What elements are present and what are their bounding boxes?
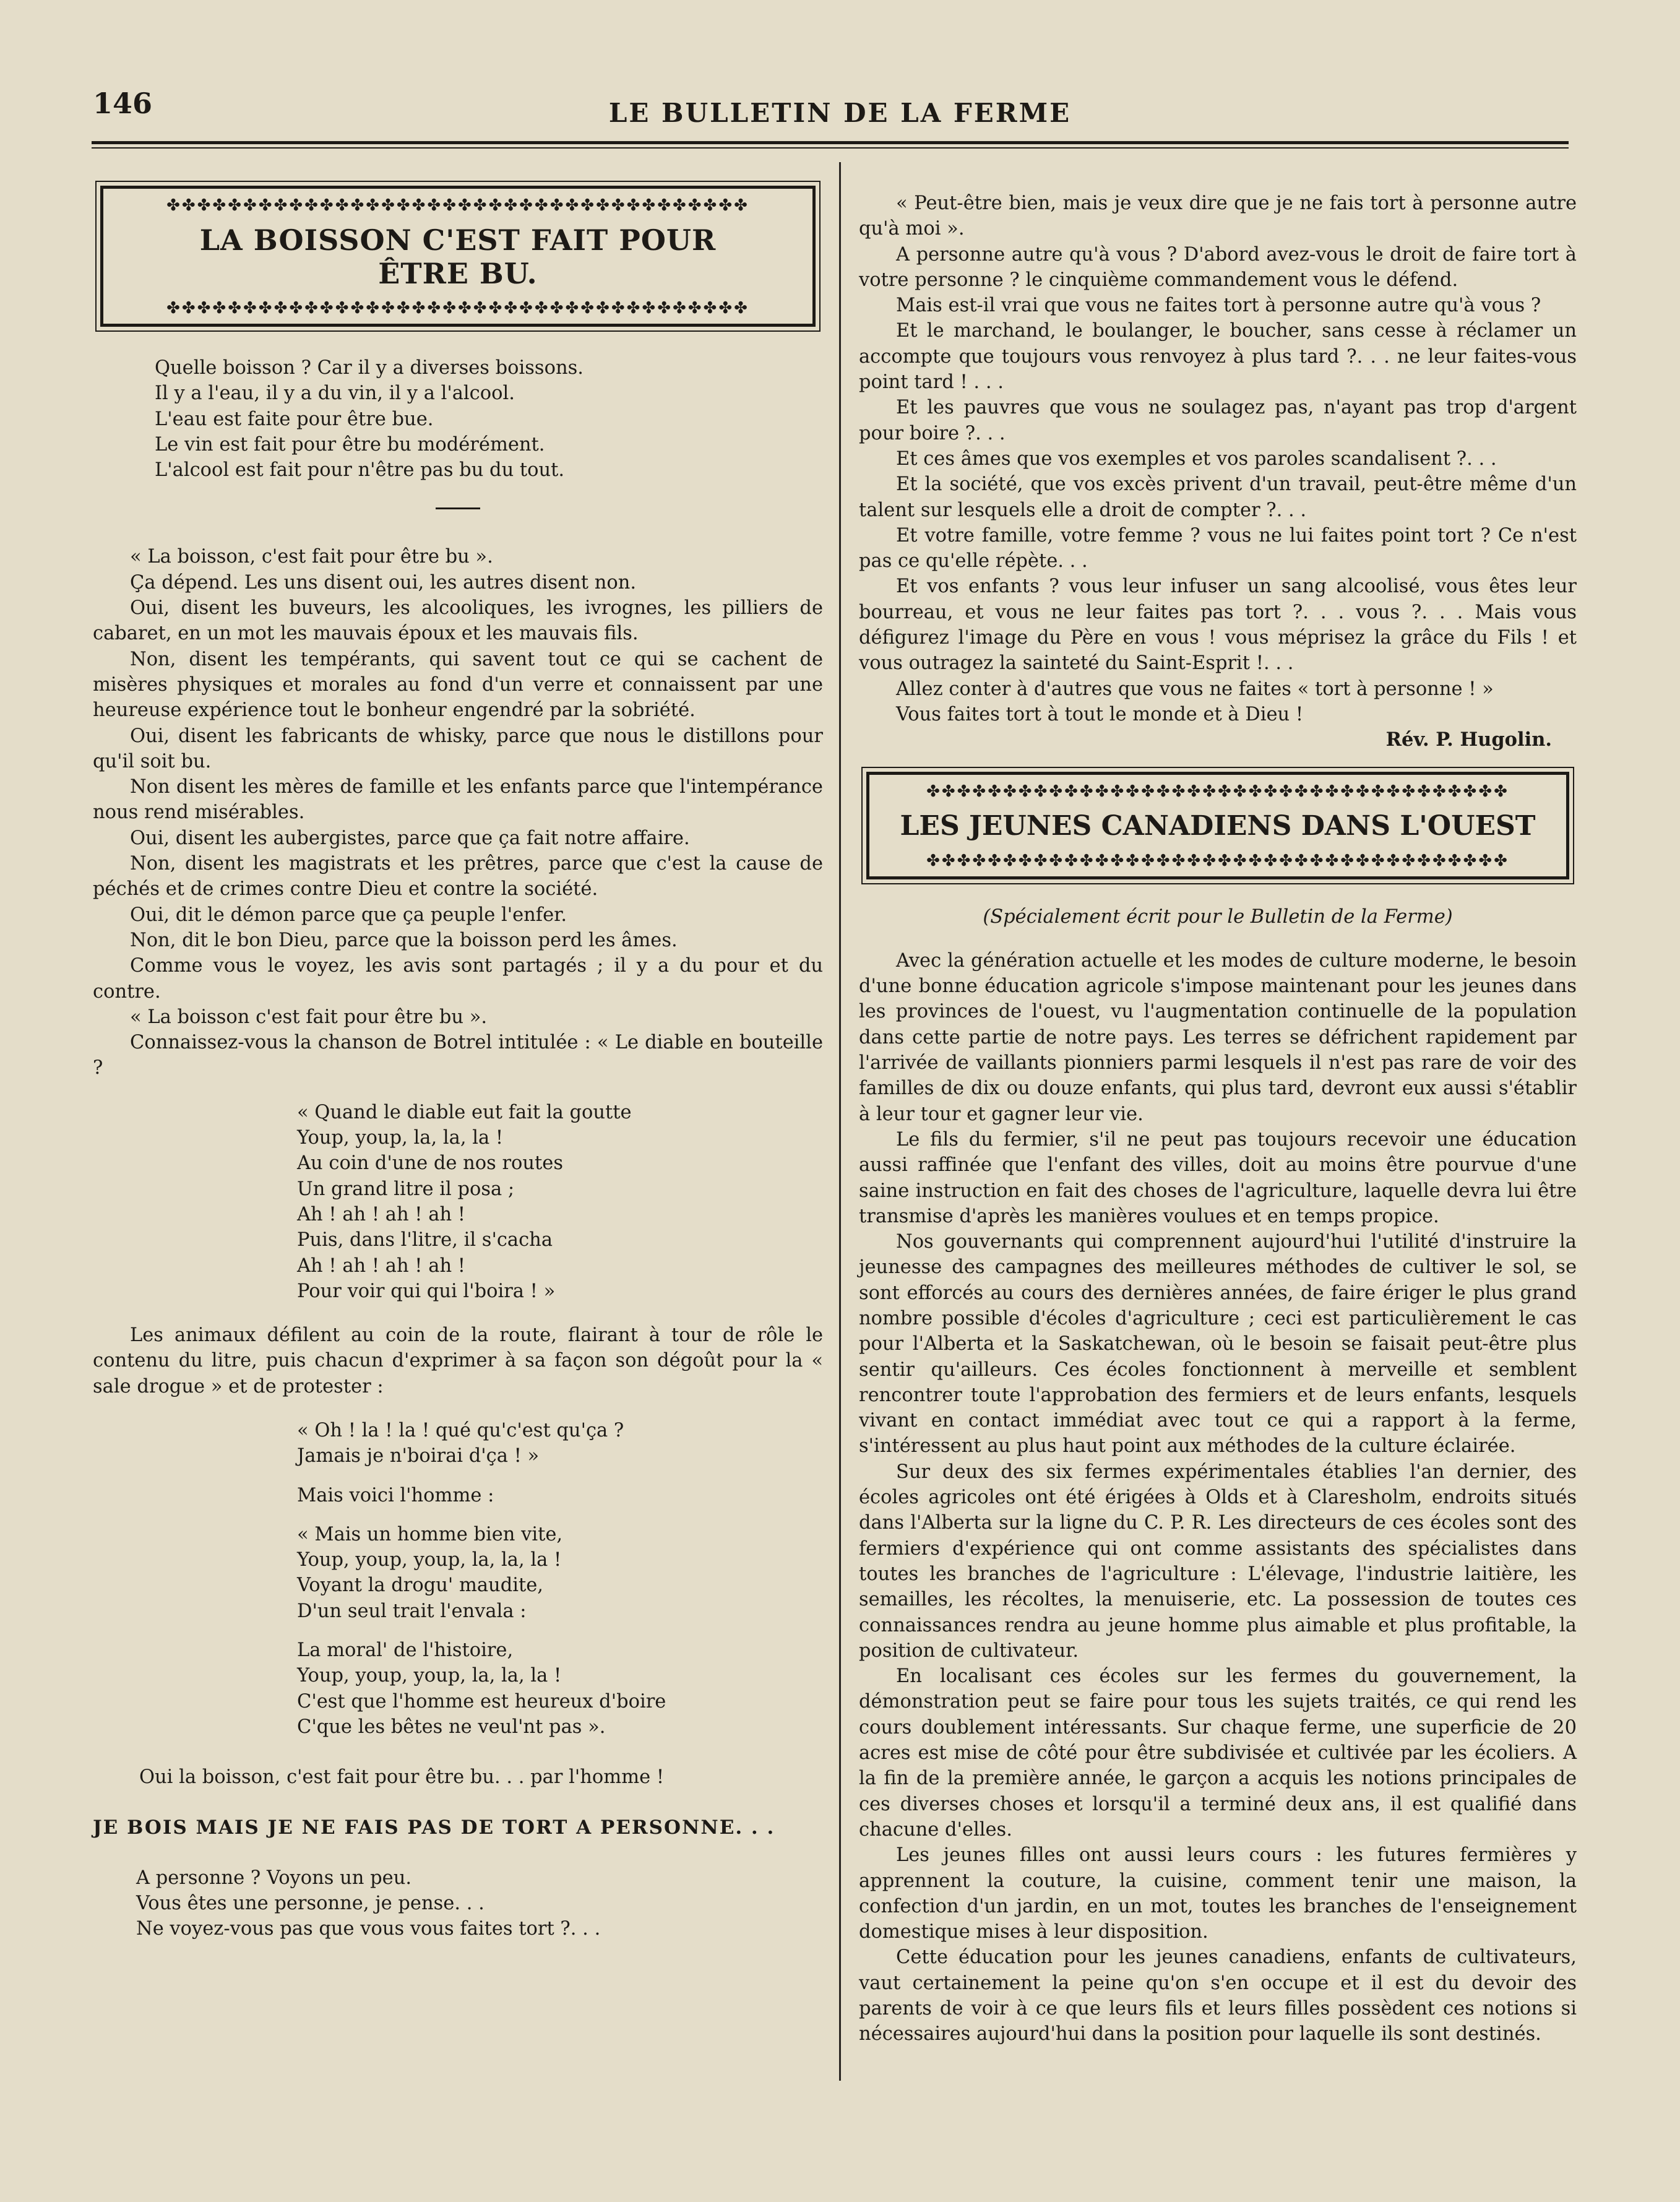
title-line: ÊTRE BU.	[378, 257, 538, 290]
paragraph: Connaissez-vous la chanson de Botrel intitulée : « Le diable en bouteille ?	[93, 1032, 823, 1079]
verse-line: Ah ! ah ! ah ! ah !	[297, 1203, 466, 1225]
line: Ne voyez-vous pas que vous vous faites tort ?. . .	[136, 1918, 601, 1940]
paragraph: Et votre famille, votre femme ? vous ne lui faites point tort ? Ce n'est pas ce qu'elle répète. . .	[859, 524, 1577, 572]
paragraph: Les animaux défilent au coin de la route, flairant à tour de rôle le contenu du litre, puis chacun d'exprimer à sa façon son dégoût pour la « sale drogue » et de protester :	[93, 1324, 823, 1397]
song-verse-3	[93, 1522, 823, 1624]
paragraph: Les jeunes filles ont aussi leurs cours : les futures fermières y apprennent la couture, la cuisine, comment tenir une maison, la confection d'un jardin, en un mot, toutes les branches de l'enseignement domestique mises à leur disposition.	[859, 1844, 1577, 1943]
right-column	[859, 191, 1577, 2047]
paragraph: Comme vous le voyez, les avis sont partagés ; il y a du pour et du contre.	[93, 955, 823, 1003]
verse-line: Un grand litre il posa ;	[297, 1178, 515, 1200]
continuation-paragraphs	[859, 191, 1577, 727]
intro-line: Quelle boisson ? Car il y a diverses boissons.	[155, 357, 584, 379]
verse-line: « Quand le diable eut fait la goutte	[297, 1101, 632, 1123]
verse-line: Youp, youp, la, la, la !	[297, 1127, 504, 1149]
line: A personne ? Voyons un peu.	[136, 1867, 412, 1889]
paragraph: Non, disent les magistrats et les prêtres, parce que c'est la cause de péchés et de crimes contre Dieu et contre la société.	[93, 853, 823, 900]
verse-line: « Mais un homme bien vite,	[297, 1523, 563, 1545]
paragraph: Le fils du fermier, s'il ne peut pas toujours recevoir une éducation aussi raffinée que l'enfant des villes, doit au moins être pourvue d'une saine instruction en fait des choses de l'agriculture, laquelle devra lui être transmise d'après les manières voulues et en temps propice.	[859, 1128, 1577, 1227]
song-verse-1	[93, 1100, 823, 1304]
verse-line: Jamais je n'boirai d'ça ! »	[297, 1445, 540, 1467]
intro-lines	[93, 355, 823, 483]
section-divider	[436, 507, 480, 509]
paragraph: Avec la génération actuelle et les modes de culture moderne, le besoin d'une bonne éducation agricole s'impose maintenant pour les jeunes dans les provinces de l'ouest, vu l'augmentation continuelle de la population dans cette partie de notre pays. Les terres se défrichent rapidement par l'arrivée de vaillants pionniers parmi lesquels il n'est pas rare de voir des familles de dix ou douze enfants, qui plus tard, devront eux aussi s'établir à leur tour et gagner leur vie.	[859, 949, 1577, 1125]
paragraph: Mais est-il vrai que vous ne faites tort à personne autre qu'à vous ?	[896, 295, 1541, 317]
article-paragraphs	[859, 948, 1577, 2047]
song-verse-4	[93, 1638, 823, 1740]
title-box-boisson	[100, 186, 816, 327]
verse-line: « Oh ! la ! la ! qué qu'c'est qu'ça ?	[297, 1419, 624, 1441]
header-rule	[92, 141, 1569, 144]
paragraph: Et la société, que vos excès privent d'un travail, peut-être même d'un talent sur lesquels elle a droit de compter ?. . .	[859, 473, 1577, 521]
article-title: LES JEUNES CANADIENS DANS L'OUEST	[900, 810, 1536, 842]
verse-line: Au coin d'une de nos routes	[297, 1152, 564, 1175]
ornament-border-top: ✤✤✤✤✤✤✤✤✤✤✤✤✤✤✤✤✤✤✤✤✤✤✤✤✤✤✤✤✤✤✤✤✤✤✤✤✤✤	[926, 782, 1509, 801]
article-subtitle: (Spécialement écrit pour le Bulletin de la Ferme)	[983, 905, 1453, 928]
paragraph: Et vos enfants ? vous leur infuser un sang alcoolisé, vous êtes leur bourreau, et vous ne leur faites pas tort ?. . . vous ?. . . Mais vous défigurez l'image du Père en vous ! vous méprisez la grâce du Fils ! et vous outragez la sainteté du Saint-Esprit !. . .	[859, 576, 1577, 675]
paragraph: Vous faites tort à tout le monde et à Dieu !	[896, 703, 1304, 725]
song-verse-2	[93, 1418, 823, 1469]
section-heading: JE BOIS MAIS JE NE FAIS PAS DE TORT A PERSONNE. . .	[93, 1816, 775, 1839]
author-signature: Rév. P. Hugolin.	[1385, 728, 1552, 751]
section-lines	[93, 1865, 823, 1942]
paragraph: Et les pauvres que vous ne soulagez pas, n'ayant pas trop d'argent pour boire ?. . .	[859, 397, 1577, 444]
ornament-border-bottom: ✤✤✤✤✤✤✤✤✤✤✤✤✤✤✤✤✤✤✤✤✤✤✤✤✤✤✤✤✤✤✤✤✤✤✤✤✤✤	[166, 299, 749, 317]
verse-line: D'un seul trait l'envala :	[297, 1600, 527, 1622]
verse-line: C'que les bêtes ne veul'nt pas ».	[297, 1716, 606, 1738]
paragraph: Allez conter à d'autres que vous ne faites « tort à personne ! »	[896, 678, 1494, 700]
verse-line: Pour voir qui qui l'boira ! »	[297, 1280, 556, 1302]
verse-line: Ah ! ah ! ah ! ah !	[297, 1254, 466, 1277]
paragraph: Oui, disent les buveurs, les alcooliques, les ivrognes, les pilliers de cabaret, en un mot les mauvais époux et les mauvais fils.	[93, 597, 823, 645]
paragraph: Non, dit le bon Dieu, parce que la boisson perd les âmes.	[130, 929, 678, 951]
body-paragraphs	[93, 544, 823, 1081]
ornament-border-bottom: ✤✤✤✤✤✤✤✤✤✤✤✤✤✤✤✤✤✤✤✤✤✤✤✤✤✤✤✤✤✤✤✤✤✤✤✤✤✤	[926, 851, 1509, 870]
paragraph: En localisant ces écoles sur les fermes du gouvernement, la démonstration peut se faire pour tous les sujets traités, ce qui rend les cours doublement intéressants. Sur chaque ferme, une superficie de 20 acres est mise de côté pour être subdivisée et cultivée par les écoliers. A la fin de la première année, le garçon a acquis les notions principales de ces diverses choses et lorsqu'il a terminé deux ans, il est qualifié dans chacune d'elles.	[859, 1665, 1577, 1841]
paragraph: A personne autre qu'à vous ? D'abord avez-vous le droit de faire tort à votre personne ? le cinquième commandement vous le défend.	[859, 243, 1577, 291]
intro-line: L'eau est faite pour être bue.	[155, 408, 434, 430]
verse-line: Voyant la drogu' maudite,	[297, 1574, 543, 1597]
paragraph: Ça dépend. Les uns disent oui, les autres disent non.	[130, 571, 637, 594]
intro-line: L'alcool est fait pour n'être pas bu du tout.	[155, 459, 565, 481]
page-number: 146	[93, 87, 153, 120]
verse-line: La moral' de l'histoire,	[297, 1639, 514, 1662]
left-column	[93, 186, 823, 1942]
paragraph: « La boisson, c'est fait pour être bu ».	[130, 546, 493, 568]
intro-line: Il y a l'eau, il y a du vin, il y a l'alcool.	[155, 382, 515, 405]
line: Vous êtes une personne, je pense. . .	[136, 1893, 485, 1915]
paragraph: « La boisson c'est fait pour être bu ».	[130, 1006, 488, 1028]
ornament-border-top: ✤✤✤✤✤✤✤✤✤✤✤✤✤✤✤✤✤✤✤✤✤✤✤✤✤✤✤✤✤✤✤✤✤✤✤✤✤✤	[166, 196, 749, 215]
paragraph: Non disent les mères de famille et les enfants parce que l'intempérance nous rend misérables.	[93, 776, 823, 824]
paragraph: Oui, dit le démon parce que ça peuple l'enfer.	[130, 904, 567, 926]
verse-line: Youp, youp, youp, la, la, la !	[297, 1665, 562, 1687]
paragraph: Non, disent les tempérants, qui savent tout ce qui se cachent de misères physiques et morales au fond d'un verre et connaissent par une heureuse expérience tout le bonheur engendré par la sobriété.	[93, 648, 823, 722]
paragraph: Et ces âmes que vos exemples et vos paroles scandalisent ?. . .	[896, 447, 1497, 470]
conclusion: Oui la boisson, c'est fait pour être bu. . . par l'homme !	[139, 1766, 665, 1789]
verse-line: C'est que l'homme est heureux d'boire	[297, 1690, 666, 1712]
paragraph: Et le marchand, le boulanger, le boucher, sans cesse à réclamer un accompte que toujours vous renvoyez à plus tard ?. . . ne leur faites-vous point tard ! . . .	[859, 320, 1577, 394]
paragraph: « Peut-être bien, mais je veux dire que je ne fais tort à personne autre qu'à moi ».	[859, 192, 1577, 240]
paragraph: Oui, disent les aubergistes, parce que ça fait notre affaire.	[130, 827, 690, 849]
title-box-canadiens	[866, 772, 1569, 879]
running-title: LE BULLETIN DE LA FERME	[608, 98, 1072, 128]
verse-intro: Mais voici l'homme :	[297, 1484, 494, 1506]
article-title	[128, 215, 788, 299]
column-divider	[839, 162, 841, 2081]
paragraph: Cette éducation pour les jeunes canadiens, enfants de cultivateurs, vaut certainement la peine qu'on s'en occupe et il est du devoir des parents de voir à ce que leurs fils et leurs filles possèdent ces notions si nécessaires aujourd'hui dans la position pour laquelle ils sont destinés.	[859, 1946, 1577, 2045]
intro-line: Le vin est fait pour être bu modérément.	[155, 433, 545, 456]
paragraph: Nos gouvernants qui comprennent aujourd'hui l'utilité d'instruire la jeunesse des campagnes des meilleures méthodes de cultiver le sol, se sont efforcés au cours des dernières années, de faire ériger le plus grand nombre possible d'écoles d'agriculture ; ceci est particulièrement le cas pour l'Alberta et la Saskatchewan, où le besoin se faisait peut-être plus sentir qu'ailleurs. Ces écoles fonctionnent à merveille et semblent rencontrer toute l'approbation des fermiers et de leurs enfants, lesquels vivant en contact immédiat avec tout ce qui a rapport à la ferme, s'intéressent au plus haut point aux méthodes de la culture éclairée.	[859, 1231, 1577, 1457]
verse-line: Youp, youp, youp, la, la, la !	[297, 1549, 562, 1571]
paragraph: Oui, disent les fabricants de whisky, parce que nous le distillons pour qu'il soit bu.	[93, 725, 823, 772]
title-line: LA BOISSON C'EST FAIT POUR	[199, 223, 717, 257]
paragraph: Sur deux des six fermes expérimentales établies l'an dernier, des écoles agricoles ont été érigées à Olds et à Claresholm, endroits situés dans l'Alberta sur la ligne du C. P. R. Les directeurs de ces écoles sont des fermiers d'expérience qui ont comme assistants des spécialistes dans toutes les branches de l'agriculture : L'élevage, l'industrie laitière, les semailles, les récoltes, la menuiserie, etc. La possession de toutes ces connaissances rendra au jeune homme plus aimable et plus profitable, la position de cultivateur.	[859, 1461, 1577, 1662]
header-rule-thin	[92, 147, 1569, 149]
verse-line: Puis, dans l'litre, il s'cacha	[297, 1229, 553, 1251]
